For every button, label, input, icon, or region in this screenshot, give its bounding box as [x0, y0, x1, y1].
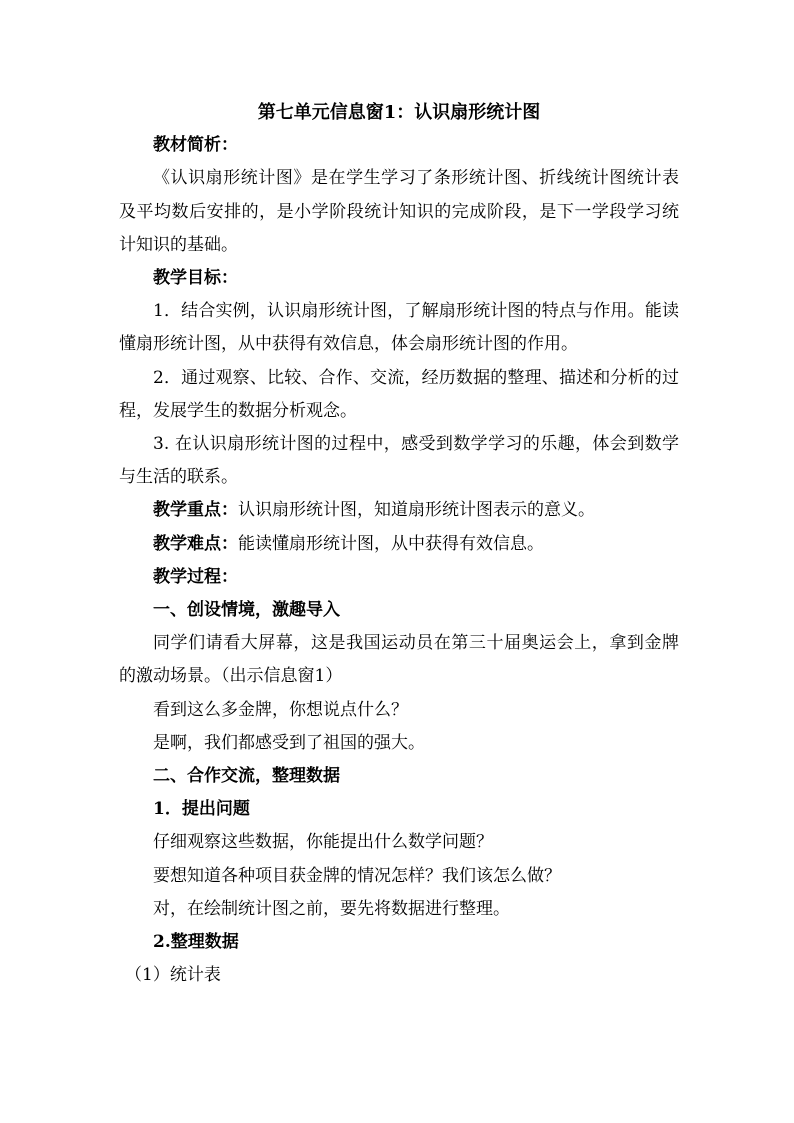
key-point-paragraph — [119, 494, 679, 527]
step-1-paragraph-1: 仔细观察这些数据，你能提出什么数学问题？ — [153, 832, 493, 853]
part-1-paragraph-2: 看到这么多金牌，你想说点什么？ — [153, 699, 408, 720]
difficulty-label: 教学难点： — [153, 533, 238, 554]
goal-3-paragraph: 3. 在认识扇形统计图的过程中，感受到数学学习的乐趣，体会到数学与生活的联系。 — [119, 434, 679, 488]
part-1-paragraph-3: 是啊，我们都感受到了祖国的强大。 — [153, 732, 425, 753]
goal-1-paragraph: 1．结合实例，认识扇形统计图，了解扇形统计图的特点与作用。能读懂扇形统计图，从中获得有效信息，体会扇形统计图的作用。 — [119, 301, 679, 355]
step-1-paragraph-2: 要想知道各种项目获金牌的情况怎样？我们该怎么做？ — [153, 865, 561, 886]
difficulty-paragraph — [119, 528, 679, 561]
process-heading: 教学过程： — [153, 566, 238, 587]
goal-2-paragraph: 2．通过观察、比较、合作、交流，经历数据的整理、描述和分析的过程，发展学生的数据分析观念。 — [119, 367, 679, 421]
difficulty-text: 能读懂扇形统计图，从中获得有效信息。 — [238, 533, 544, 554]
key-point-label: 教学重点： — [153, 500, 238, 521]
goals-heading: 教学目标： — [153, 268, 238, 288]
step-2-heading: 2.整理数据 — [153, 932, 239, 953]
page-title: 第七单元信息窗1：认识扇形统计图 — [257, 102, 541, 123]
step-1-paragraph-3: 对，在绘制统计图之前，要先将数据进行整理。 — [153, 898, 510, 919]
part-1-heading: 一、创设情境，激趣导入 — [153, 600, 340, 621]
part-1-paragraph-1: 同学们请看大屏幕，这是我国运动员在第三十届奥运会上，拿到金牌的激动场景。（出示信息窗1） — [119, 633, 679, 687]
step-1-heading: 1．提出问题 — [153, 799, 250, 820]
analysis-paragraph: 《认识扇形统计图》是在学生学习了条形统计图、折线统计图统计表及平均数后安排的，是小学阶段统计知识的完成阶段，是下一学段学习统计知识的基础。 — [119, 168, 679, 255]
key-point-text: 认识扇形统计图，知道扇形统计图表示的意义。 — [238, 500, 595, 521]
document-body — [119, 96, 679, 992]
step-2-subheading-table: （1）统计表 — [125, 965, 221, 986]
analysis-heading: 教材简析： — [153, 135, 238, 156]
part-2-heading: 二、合作交流，整理数据 — [153, 766, 340, 787]
